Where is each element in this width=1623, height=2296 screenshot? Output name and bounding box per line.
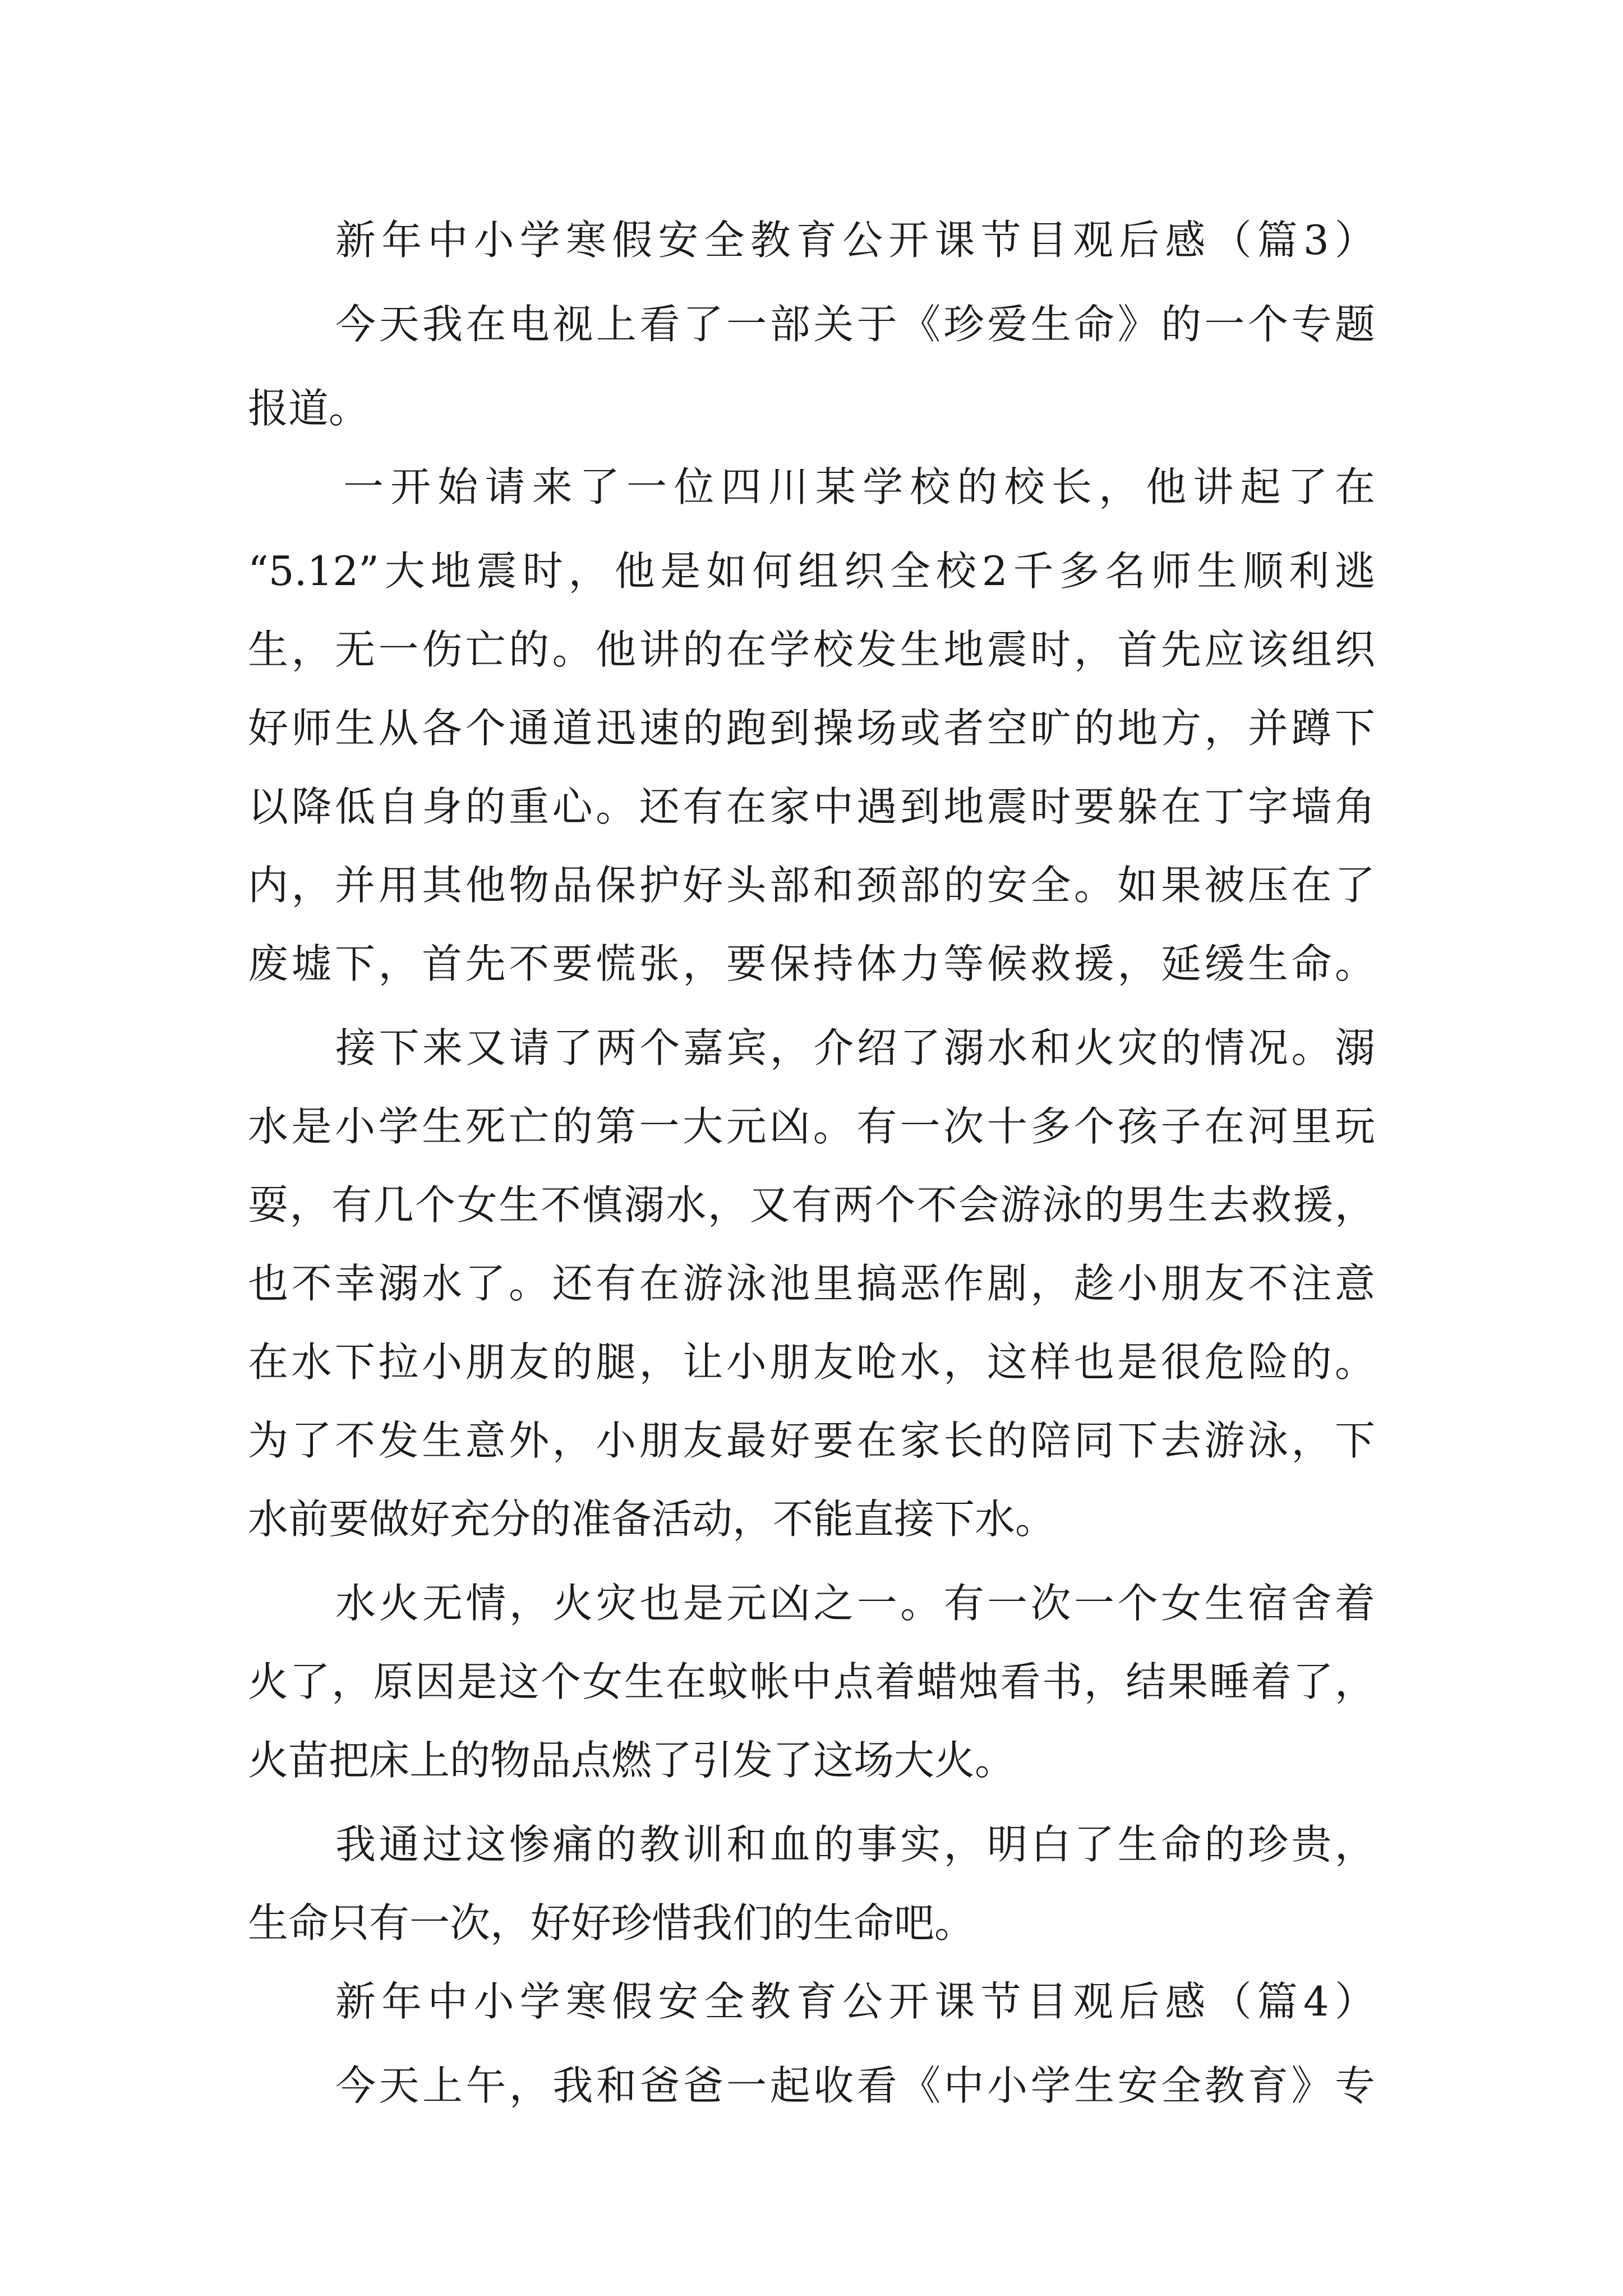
paragraph-line: 废墟下，首先不要慌张，要保持体力等候救援，延缓生命。	[248, 940, 1375, 987]
paragraph-line: 报道。	[248, 385, 370, 432]
paragraph-line: 水火无情，火灾也是元凶之一。有一次一个女生宿舍着	[335, 1580, 1375, 1627]
paragraph-line: 水前要做好充分的准备活动，不能直接下水。	[248, 1496, 1056, 1543]
paragraph-line: “5.12”大地震时，他是如何组织全校2千多名师生顺利逃	[248, 547, 1375, 595]
paragraph-line: 一开始请来了一位四川某学校的校长，他讲起了在	[343, 463, 1375, 510]
paragraph-line: 好师生从各个通道迅速的跑到操场或者空旷的地方，并蹲下	[248, 705, 1375, 752]
paragraph-line: 也不幸溺水了。还有在游泳池里搞恶作剧，趁小朋友不注意	[248, 1260, 1375, 1307]
paragraph-line: 我通过这惨痛的教训和血的事实，明白了生命的珍贵，	[335, 1821, 1375, 1868]
paragraph-line: 生，无一伤亡的。他讲的在学校发生地震时，首先应该组织	[248, 626, 1375, 673]
paragraph-line: 火苗把床上的物品点燃了引发了这场大火。	[248, 1737, 1016, 1784]
paragraph-line: 火了，原因是这个女生在蚊帐中点着蜡烛看书，结果睡着了，	[248, 1658, 1375, 1705]
paragraph-line: 内，并用其他物品保护好头部和颈部的安全。如果被压在了	[248, 862, 1375, 909]
paragraph-line: 生命只有一次，好好珍惜我们的生命吧。	[248, 1899, 975, 1947]
paragraph-line: 耍，有几个女生不慎溺水，又有两个不会游泳的男生去救援，	[248, 1181, 1375, 1228]
heading-part-3: 新年中小学寒假安全教育公开课节目观后感（篇3）	[335, 217, 1375, 264]
paragraph-line: 在水下拉小朋友的腿，让小朋友呛水，这样也是很危险的。	[248, 1338, 1375, 1386]
paragraph-line: 今天我在电视上看了一部关于《珍爱生命》的一个专题	[335, 301, 1375, 348]
paragraph-line: 为了不发生意外，小朋友最好要在家长的陪同下去游泳，下	[248, 1417, 1375, 1464]
heading-part-4: 新年中小学寒假安全教育公开课节目观后感（篇4）	[335, 1978, 1375, 2025]
paragraph-line: 水是小学生死亡的第一大元凶。有一次十多个孩子在河里玩	[248, 1103, 1375, 1150]
paragraph-line: 以降低自身的重心。还有在家中遇到地震时要躲在丁字墙角	[248, 783, 1375, 830]
paragraph-line: 接下来又请了两个嘉宾，介绍了溺水和火灾的情况。溺	[335, 1024, 1375, 1071]
paragraph-line: 今天上午，我和爸爸一起收看《中小学生安全教育》专	[335, 2062, 1375, 2109]
